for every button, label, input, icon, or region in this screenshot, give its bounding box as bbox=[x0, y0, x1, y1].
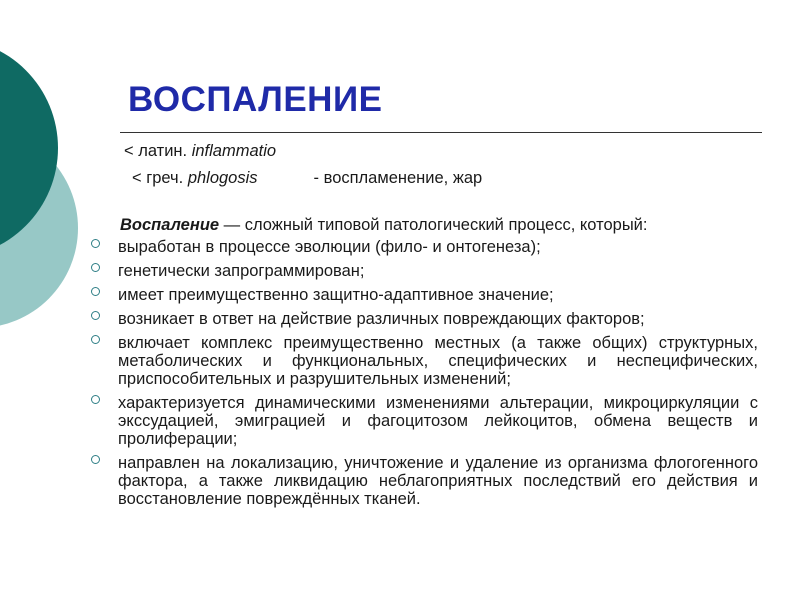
bullet-circle-icon bbox=[91, 311, 100, 320]
etymology-latin bbox=[124, 141, 276, 161]
etymology-greek-word: phlogosis bbox=[187, 169, 258, 187]
list-item-text: направлен на локализацию, уничтожение и удаление из организма флогогенного фактора, а также ликвидацию неблагоприятных последствий его действия и восстановление повреждённых тканей. bbox=[118, 454, 758, 508]
etymology-greek-prefix: < греч. bbox=[132, 169, 188, 187]
etymology-latin-word: inflammatio bbox=[191, 142, 277, 160]
list-item-text: выработан в процессе эволюции (фило- и онтогенеза); bbox=[118, 238, 541, 256]
list-item-text: возникает в ответ на действие различных повреждающих факторов; bbox=[118, 310, 645, 328]
list-item bbox=[88, 454, 758, 508]
bullet-circle-icon bbox=[91, 335, 100, 344]
list-item bbox=[88, 334, 758, 388]
etymology-latin-prefix: < латин. bbox=[124, 142, 192, 160]
bullet-circle-icon bbox=[91, 287, 100, 296]
list-item bbox=[88, 310, 758, 328]
etymology-greek-meaning: - воспламенение, жар bbox=[313, 169, 483, 187]
list-item-text: генетически запрограммирован; bbox=[118, 262, 365, 280]
list-item-text: характеризуется динамическими изменениями альтерации, микроциркуляции с экссудацией, эмиграцией и фагоцитозом лейкоцитов, обмена веществ и пролиферации; bbox=[118, 394, 758, 448]
bullet-circle-icon bbox=[91, 239, 100, 248]
definition bbox=[120, 215, 647, 235]
bullet-circle-icon bbox=[91, 263, 100, 272]
list-item-text: имеет преимущественно защитно-адаптивное значение; bbox=[118, 286, 554, 304]
list-item bbox=[88, 394, 758, 448]
etymology-greek bbox=[132, 168, 482, 188]
bullet-circle-icon bbox=[91, 395, 100, 404]
bullet-circle-icon bbox=[91, 455, 100, 464]
title-divider bbox=[120, 132, 762, 133]
list-item bbox=[88, 286, 758, 304]
definition-term: Воспаление bbox=[120, 216, 220, 234]
list-item-text: включает комплекс преимущественно местных (а также общих) структурных, метаболических и функциональных, специфических и неспецифических, приспособительных и разрушительных изменений; bbox=[118, 334, 758, 388]
list-item bbox=[88, 262, 758, 280]
definition-text: — сложный типовой патологический процесс, который: bbox=[219, 216, 648, 234]
properties-list bbox=[88, 238, 758, 514]
list-item bbox=[88, 238, 758, 256]
slide-title: ВОСПАЛЕНИЕ bbox=[128, 80, 383, 119]
